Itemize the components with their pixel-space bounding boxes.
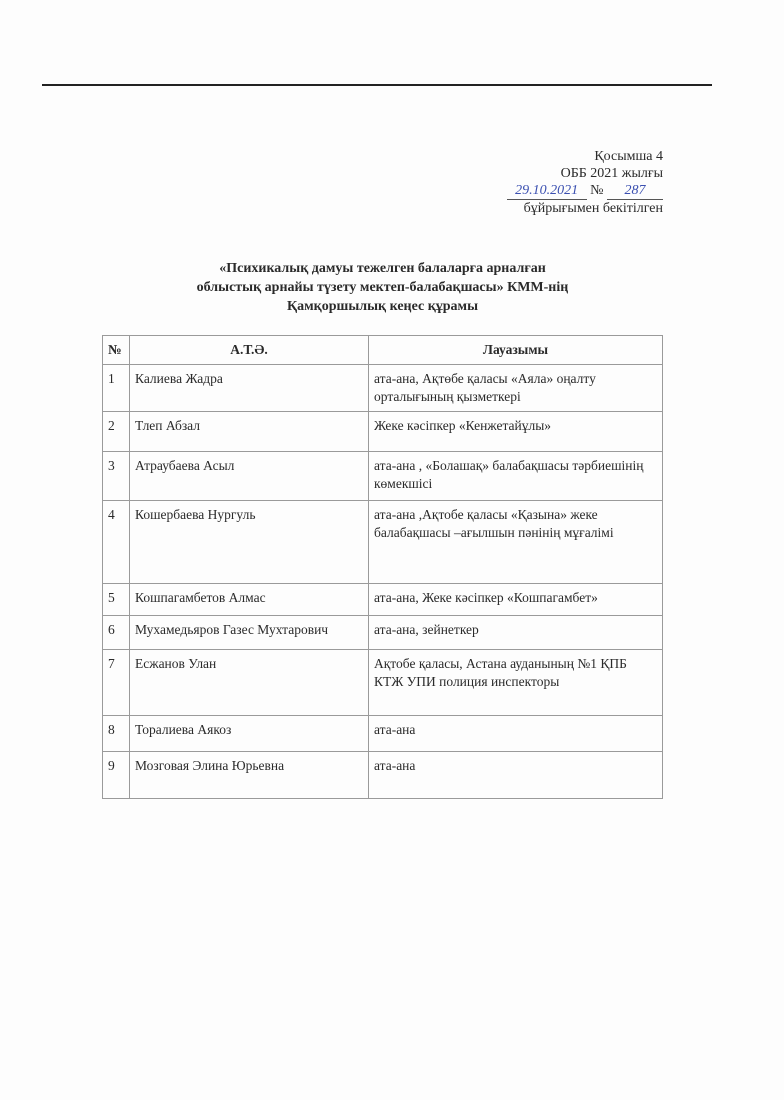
member-position: ата-ана, Ақтөбе қаласы «Аяла» оңалту орталығының қызметкері	[369, 365, 663, 412]
table-row	[103, 616, 663, 650]
document-title	[100, 259, 665, 316]
handwritten-date: 29.10.2021	[507, 182, 587, 200]
table-row	[103, 752, 663, 799]
row-number: 7	[103, 650, 130, 716]
member-name: Кошпагамбетов Алмас	[130, 584, 369, 616]
table-row	[103, 716, 663, 752]
row-number: 4	[103, 501, 130, 584]
row-number: 6	[103, 616, 130, 650]
header-position: Лауазымы	[369, 336, 663, 365]
title-line-1: «Психикалық дамуы тежелген балаларға арналған	[219, 261, 546, 276]
table-row	[103, 501, 663, 584]
member-name: Калиева Жадра	[130, 365, 369, 412]
row-number: 8	[103, 716, 130, 752]
table-row	[103, 650, 663, 716]
title-line-2: облыстық арнайы түзету мектеп-балабақшасы» КММ-нің	[196, 280, 569, 295]
member-position: ата-ана	[369, 716, 663, 752]
council-table	[102, 335, 663, 799]
title-line-3: Қамқоршылық кеңес құрамы	[286, 299, 479, 314]
row-number: 3	[103, 452, 130, 501]
table-row	[103, 365, 663, 412]
order-date-number	[507, 182, 663, 200]
member-name: Атраубаева Асыл	[130, 452, 369, 501]
order-year: ОББ 2021 жылғы	[560, 166, 663, 181]
member-position: Жеке кәсіпкер «Кенжетайұлы»	[369, 412, 663, 452]
member-position: ата-ана , «Болашақ» балабақшасы тәрбиешінің көмекшісі	[369, 452, 663, 501]
handwritten-number: 287	[607, 182, 663, 200]
header-name: А.Т.Ә.	[130, 336, 369, 365]
appendix-block	[507, 148, 663, 217]
table-row	[103, 452, 663, 501]
row-number: 5	[103, 584, 130, 616]
member-name: Тлеп Абзал	[130, 412, 369, 452]
number-sign: №	[590, 183, 604, 198]
member-name: Мозговая Элина Юрьевна	[130, 752, 369, 799]
table-header-row	[103, 336, 663, 365]
member-position: ата-ана ,Ақтобе қаласы «Қазына» жеке балабақшасы –ағылшын пәнінің мұғалімі	[369, 501, 663, 584]
header-number: №	[103, 336, 130, 365]
header-rule	[42, 84, 712, 86]
approved-text: бұйрығымен бекітілген	[523, 201, 663, 216]
member-name: Есжанов Улан	[130, 650, 369, 716]
member-position: ата-ана	[369, 752, 663, 799]
table-row	[103, 584, 663, 616]
appendix-label: Қосымша 4	[594, 149, 663, 164]
member-position: Ақтобе қаласы, Астана ауданының №1 ҚПБ КТЖ УПИ полиция инспекторы	[369, 650, 663, 716]
member-position: ата-ана, зейнеткер	[369, 616, 663, 650]
row-number: 9	[103, 752, 130, 799]
member-name: Мухамедьяров Газес Мухтарович	[130, 616, 369, 650]
member-name: Кошербаева Нургуль	[130, 501, 369, 584]
table-row	[103, 412, 663, 452]
member-name: Торалиева Аякоз	[130, 716, 369, 752]
row-number: 2	[103, 412, 130, 452]
member-position: ата-ана, Жеке кәсіпкер «Кошпагамбет»	[369, 584, 663, 616]
row-number: 1	[103, 365, 130, 412]
